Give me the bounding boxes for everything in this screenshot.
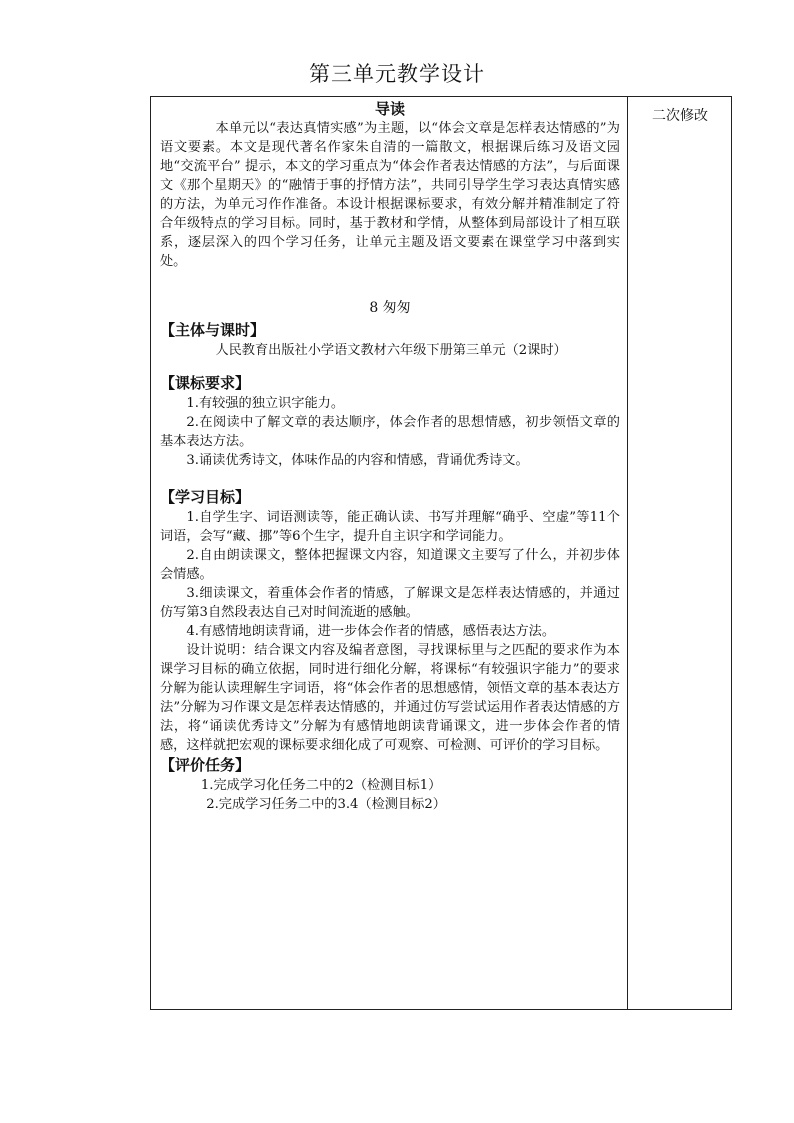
objective-item: 4.有感情地朗读背诵，进一步体会作者的情感，感悟表达方法。 bbox=[186, 624, 556, 639]
column-divider bbox=[627, 97, 628, 1009]
objective-item: 1.自学生字、词语测读等，能正确认读、书写并理解“确乎、空虚”等11个词语，会写“藏、挪”等6个生字，提升自主识字和学词能力。 bbox=[160, 510, 620, 544]
standards-item: 1.有较强的独立识字能力。 bbox=[186, 396, 345, 411]
evaluation-item: 2.完成学习任务二中的3.4（检测目标2） bbox=[206, 797, 446, 812]
subject-heading: 【主体与课时】 bbox=[160, 321, 266, 339]
evaluation-item: 1.完成学习化任务二中的2（检测目标1） bbox=[200, 778, 442, 793]
objective-item: 3.细读课文，着重体会作者的情感，了解课文是怎样表达情感的，并通过仿写第3自然段表达自己对时间流逝的感触。 bbox=[160, 586, 620, 620]
lesson-title: 8 匆匆 bbox=[369, 300, 411, 316]
main-content-cell bbox=[160, 99, 620, 814]
standards-item: 2.在阅读中了解文章的表达顺序，体会作者的思想情感，初步领悟文章的基本表达方法。 bbox=[160, 415, 620, 449]
guide-body: 本单元以“表达真情实感”为主题，以“体会文章是怎样表达情感的”为语文要素。本文是现代著名作家朱自清的一篇散文，根据课后练习及语文园地“交流平台” 提示，本文的学习重点为“体会作者表达情感的方法”，与后面课文《那个星期天》的“融情于事的抒情方法”，共同引导学生学习表达真情实感的方法，为单元习作作准备。本设计根据课标要求，有效分解并精准制定了符合年级特点的学习目标。同时，基于教材和学情，从整体到局部设计了相互联系，逐层深入的四个学习任务，让单元主题及语文要素在课堂学习中落到实处。 bbox=[160, 121, 620, 269]
revision-column-header: 二次修改 bbox=[652, 108, 708, 124]
objectives-heading: 【学习目标】 bbox=[160, 488, 251, 506]
subject-body: 人民教育出版社小学语文教材六年级下册第三单元（2课时） bbox=[215, 343, 567, 358]
objective-item: 2.自由朗读课文，整体把握课文内容，知道课文主要写了什么，并初步体会情感。 bbox=[160, 548, 620, 582]
guide-heading: 导读 bbox=[374, 100, 405, 118]
evaluation-heading: 【评价任务】 bbox=[160, 756, 251, 774]
design-note: 设计说明：结合课文内容及编者意图，寻找课标里与之匹配的要求作为本课学习目标的确立依据，同时进行细化分解，将课标“有较强识字能力”的要求分解为能认读理解生字词语，将“体会作者的思想感情，领悟文章的基本表达方法”分解为习作课文是怎样表达情感的，并通过仿写尝试运用作者表达情感的方法，将“诵读优秀诗文”分解为有感情地朗读背诵课文，进一步体会作者的情感，这样就把宏观的课标要求细化成了可观察、可检测、可评价的学习目标。 bbox=[160, 643, 620, 753]
standards-heading: 【课标要求】 bbox=[160, 374, 251, 392]
standards-item: 3.诵读优秀诗文，体味作品的内容和情感，背诵优秀诗文。 bbox=[186, 453, 529, 468]
document-title: 第三单元教学设计 bbox=[309, 62, 485, 86]
